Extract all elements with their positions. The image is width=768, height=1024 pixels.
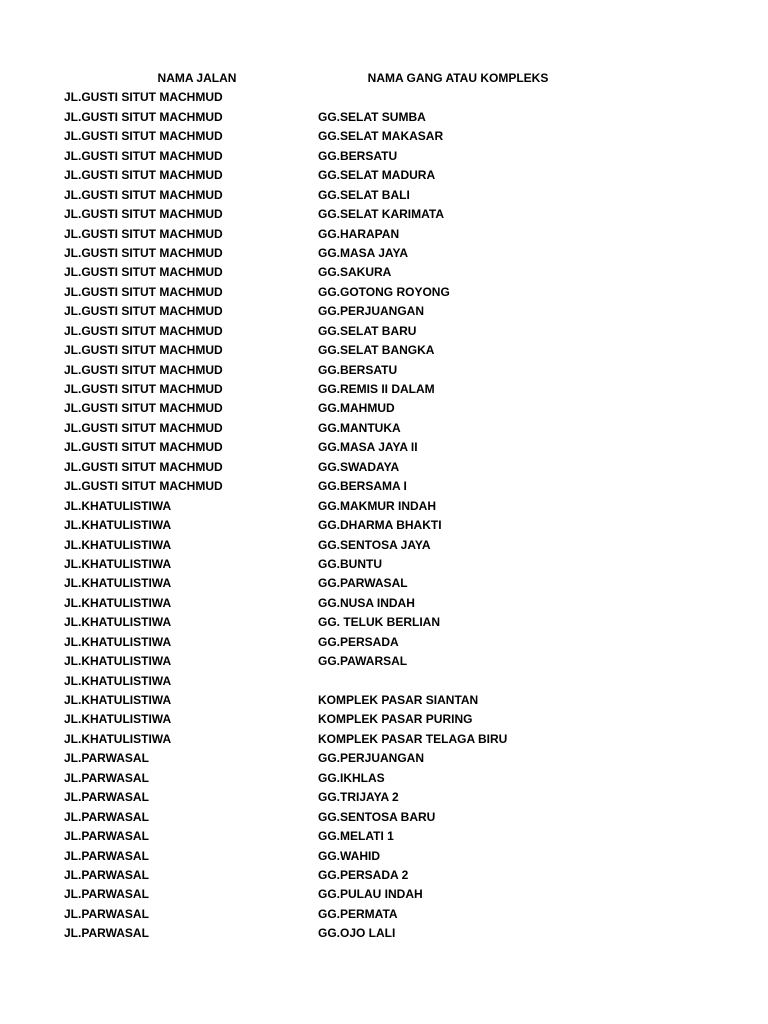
table-row (0, 808, 768, 827)
street-name-cell: JL.KHATULISTIWA (64, 595, 172, 610)
street-name-cell: JL.PARWASAL (64, 848, 149, 863)
table-row (0, 555, 768, 574)
table-row (0, 924, 768, 943)
table-row (0, 847, 768, 866)
table-row (0, 594, 768, 613)
alley-name-cell: GG.PERSADA (318, 634, 399, 649)
table-row (0, 788, 768, 807)
street-name-cell: JL.PARWASAL (64, 829, 149, 844)
table-row (0, 438, 768, 457)
alley-name-cell: GG.GOTONG ROYONG (318, 284, 450, 299)
table-row (0, 147, 768, 166)
table-header (0, 69, 768, 88)
alley-name-cell: GG.OJO LALI (318, 926, 396, 941)
alley-name-cell: GG.SELAT BANGKA (318, 343, 435, 358)
alley-name-cell: GG.SAKURA (318, 265, 392, 280)
alley-name-cell: GG.SELAT SUMBA (318, 109, 426, 124)
street-name-cell: JL.PARWASAL (64, 926, 149, 941)
alley-name-cell: GG.PERJUANGAN (318, 751, 425, 766)
street-name-cell: JL.GUSTI SITUT MACHMUD (64, 207, 223, 222)
street-name-cell: JL.GUSTI SITUT MACHMUD (64, 304, 223, 319)
alley-name-cell: GG.NUSA INDAH (318, 595, 415, 610)
alley-name-cell: GG.PARWASAL (318, 576, 408, 591)
table-row (0, 710, 768, 729)
street-name-cell: JL.KHATULISTIWA (64, 556, 172, 571)
street-name-cell: JL.GUSTI SITUT MACHMUD (64, 440, 223, 455)
table-row (0, 244, 768, 263)
column-header-nama-gang: NAMA GANG ATAU KOMPLEKS (367, 71, 549, 85)
alley-name-cell: KOMPLEK PASAR PURING (318, 712, 473, 727)
table-row (0, 652, 768, 671)
street-name-cell: JL.GUSTI SITUT MACHMUD (64, 420, 223, 435)
street-name-cell: JL.GUSTI SITUT MACHMUD (64, 284, 223, 299)
table-row (0, 127, 768, 146)
table-row (0, 341, 768, 360)
street-name-cell: JL.GUSTI SITUT MACHMUD (64, 343, 223, 358)
street-name-cell: JL.KHATULISTIWA (64, 498, 172, 513)
street-name-cell: JL.PARWASAL (64, 906, 149, 921)
alley-name-cell: GG.MAKMUR INDAH (318, 498, 436, 513)
alley-name-cell: GG.SELAT MAKASAR (318, 129, 444, 144)
table-row (0, 866, 768, 885)
table-row (0, 574, 768, 593)
table-row (0, 885, 768, 904)
street-name-cell: JL.GUSTI SITUT MACHMUD (64, 382, 223, 396)
alley-name-cell: GG.BERSATU (318, 362, 398, 377)
table-row (0, 633, 768, 652)
table-row (0, 322, 768, 341)
table-row (0, 827, 768, 846)
street-name-cell: JL.GUSTI SITUT MACHMUD (64, 479, 223, 494)
alley-name-cell: GG.DHARMA BHAKTI (318, 518, 442, 533)
table-row (0, 516, 768, 535)
table-row (0, 905, 768, 924)
alley-name-cell: GG.TRIJAYA 2 (318, 790, 399, 805)
table-row (0, 263, 768, 282)
street-name-cell: JL.GUSTI SITUT MACHMUD (64, 90, 223, 105)
table-row (0, 380, 768, 399)
street-name-cell: JL.GUSTI SITUT MACHMUD (64, 148, 223, 163)
street-name-cell: JL.KHATULISTIWA (64, 634, 172, 649)
alley-name-cell: GG.MAHMUD (318, 401, 395, 416)
table-row (0, 302, 768, 321)
alley-name-cell: GG.SENTOSA BARU (318, 809, 436, 824)
table-row (0, 166, 768, 185)
street-name-cell: JL.GUSTI SITUT MACHMUD (64, 459, 223, 474)
table-row (0, 186, 768, 205)
street-name-cell: JL.PARWASAL (64, 751, 149, 766)
street-name-cell: JL.KHATULISTIWA (64, 615, 172, 630)
street-name-cell: JL.GUSTI SITUT MACHMUD (64, 245, 223, 260)
table-row (0, 419, 768, 438)
alley-name-cell: GG.REMIS II DALAM (318, 382, 435, 396)
alley-name-cell: KOMPLEK PASAR TELAGA BIRU (318, 731, 508, 746)
street-name-cell: JL.GUSTI SITUT MACHMUD (64, 226, 223, 241)
street-name-cell: JL.KHATULISTIWA (64, 537, 172, 552)
table-row (0, 225, 768, 244)
alley-name-cell: GG.SELAT KARIMATA (318, 207, 444, 222)
table-row (0, 399, 768, 418)
alley-name-cell: GG.BERSATU (318, 148, 398, 163)
column-header-nama-jalan: NAMA JALAN (157, 71, 237, 85)
alley-name-cell: GG.PERSADA 2 (318, 867, 409, 882)
alley-name-cell: GG.MASA JAYA (318, 245, 409, 260)
street-name-cell: JL.GUSTI SITUT MACHMUD (64, 187, 223, 202)
street-name-cell: JL.GUSTI SITUT MACHMUD (64, 401, 223, 416)
street-name-cell: JL.PARWASAL (64, 770, 149, 785)
street-name-cell: JL.GUSTI SITUT MACHMUD (64, 362, 223, 377)
table-row (0, 730, 768, 749)
street-name-cell: JL.PARWASAL (64, 887, 149, 902)
alley-name-cell: GG.MANTUKA (318, 420, 401, 435)
table-row (0, 749, 768, 768)
alley-name-cell: GG.SENTOSA JAYA (318, 537, 431, 552)
table-row (0, 477, 768, 496)
table-row (0, 108, 768, 127)
street-name-cell: JL.GUSTI SITUT MACHMUD (64, 168, 223, 183)
table-body (0, 88, 768, 943)
alley-name-cell: GG.BUNTU (318, 556, 382, 571)
alley-name-cell: GG.PULAU INDAH (318, 887, 423, 902)
table-row (0, 205, 768, 224)
alley-name-cell: GG.PERJUANGAN (318, 304, 425, 319)
street-name-cell: JL.GUSTI SITUT MACHMUD (64, 109, 223, 124)
alley-name-cell: GG.PAWARSAL (318, 654, 408, 669)
alley-name-cell: GG.IKHLAS (318, 770, 385, 785)
alley-name-cell: GG.WAHID (318, 848, 380, 863)
table-row (0, 672, 768, 691)
table-row (0, 497, 768, 516)
street-name-cell: JL.KHATULISTIWA (64, 693, 172, 707)
table-row (0, 769, 768, 788)
table-row (0, 613, 768, 632)
street-name-cell: JL.PARWASAL (64, 867, 149, 882)
street-name-cell: JL.GUSTI SITUT MACHMUD (64, 265, 223, 280)
street-name-cell: JL.PARWASAL (64, 809, 149, 824)
table-row (0, 536, 768, 555)
street-name-cell: JL.KHATULISTIWA (64, 731, 172, 746)
alley-name-cell: KOMPLEK PASAR SIANTAN (318, 693, 479, 707)
alley-name-cell: GG.BERSAMA I (318, 479, 407, 494)
table-row (0, 361, 768, 380)
alley-name-cell: GG.SELAT BALI (318, 187, 410, 202)
alley-name-cell: GG.PERMATA (318, 906, 398, 921)
street-table (0, 69, 768, 944)
alley-name-cell: GG.HARAPAN (318, 226, 400, 241)
alley-name-cell: GG.SELAT BARU (318, 323, 417, 338)
alley-name-cell: GG.MASA JAYA II (318, 440, 418, 455)
street-name-cell: JL.KHATULISTIWA (64, 576, 172, 591)
street-name-cell: JL.KHATULISTIWA (64, 654, 172, 669)
alley-name-cell: GG.SELAT MADURA (318, 168, 436, 183)
alley-name-cell: GG.SWADAYA (318, 459, 400, 474)
table-row (0, 458, 768, 477)
street-name-cell: JL.PARWASAL (64, 790, 149, 805)
alley-name-cell: GG.MELATI 1 (318, 829, 394, 844)
alley-name-cell: GG. TELUK BERLIAN (318, 615, 440, 630)
street-name-cell: JL.GUSTI SITUT MACHMUD (64, 323, 223, 338)
table-row (0, 88, 768, 107)
table-row (0, 691, 768, 710)
table-row (0, 283, 768, 302)
street-name-cell: JL.GUSTI SITUT MACHMUD (64, 129, 223, 144)
street-name-cell: JL.KHATULISTIWA (64, 712, 172, 727)
street-name-cell: JL.KHATULISTIWA (64, 673, 172, 688)
street-name-cell: JL.KHATULISTIWA (64, 518, 172, 533)
